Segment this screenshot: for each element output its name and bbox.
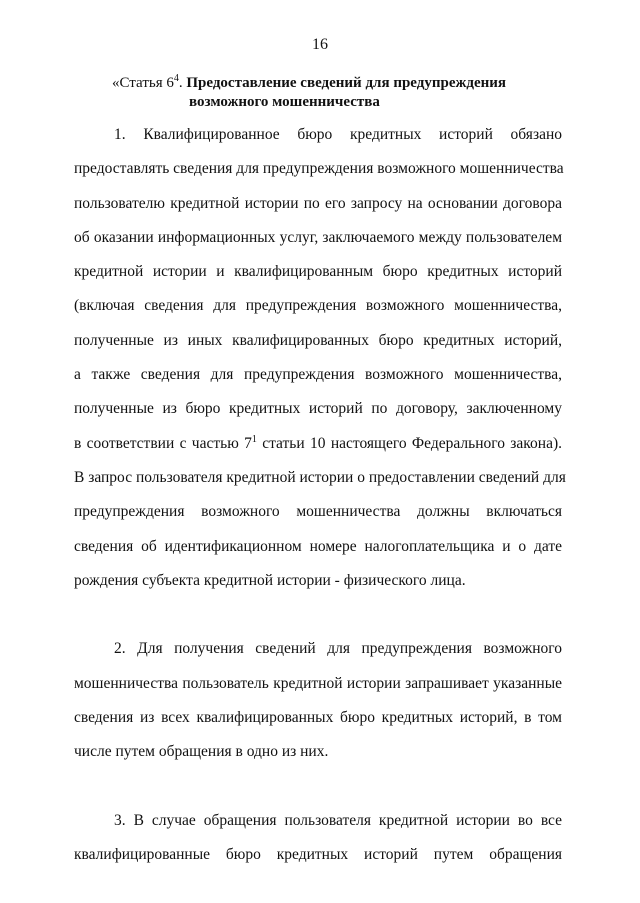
part-number-superscript: 1: [251, 433, 257, 445]
article-title-line-2: возможного мошенничества: [189, 94, 380, 110]
paragraph-line: В запрос пользователя кредитной истории о предоставлении сведений для: [74, 468, 566, 486]
article-number-superscript: 4: [173, 73, 179, 84]
paragraph-line: (включая сведения для предупреждения возможного мошенничества,: [74, 297, 562, 315]
paragraph-line: полученные из иных квалифицированных бюро кредитных историй,: [74, 331, 562, 349]
article-heading: [112, 74, 572, 112]
paragraph-line: об оказании информационных услуг, заключаемого между пользователем: [74, 228, 562, 246]
line-text: в соответствии с частью 7: [74, 434, 252, 452]
paragraph-line: кредитной истории и квалифицированным бюро кредитных историй: [74, 263, 562, 281]
paragraph-line: предупреждения возможного мошенничества должны включаться: [74, 503, 562, 521]
paragraph-line: числе путем обращения в одно из них.: [74, 743, 329, 761]
paragraph-line: мошенничества пользователь кредитной истории запрашивает указанные: [74, 674, 562, 692]
paragraph-line: рождения субъекта кредитной истории - физического лица.: [74, 571, 466, 589]
article-title-line-1: Предоставление сведений для предупреждения: [186, 75, 507, 91]
paragraph-line: сведения из всех квалифицированных бюро кредитных историй, в том: [74, 709, 562, 727]
paragraph-line: сведения об идентификационном номере налогоплательщика и о дате: [74, 537, 562, 555]
paragraph-line-with-superscript: [74, 427, 562, 461]
paragraph-1: [74, 118, 566, 598]
paragraph-3: [74, 804, 562, 873]
paragraph-line: пользователю кредитной истории по его запросу на основании договора: [74, 194, 562, 212]
paragraph-gap: [74, 598, 562, 632]
paragraph-line: квалифицированные бюро кредитных историй путем обращения: [74, 846, 562, 864]
paragraph-line: а также сведения для предупреждения возможного мошенничества,: [74, 366, 562, 384]
article-number: «Статья 6: [112, 75, 174, 91]
paragraph-line: 1. Квалифицированное бюро кредитных историй обязано: [114, 126, 562, 143]
page-number: 16: [312, 36, 328, 53]
paragraph-line: 2. Для получения сведений для предупреждения возможного: [114, 640, 562, 658]
paragraph-line: полученные из бюро кредитных историй по договору, заключенному: [74, 400, 562, 418]
paragraph-line: предоставлять сведения для предупреждения возможного мошенничества: [74, 160, 564, 178]
article-number-separator: .: [178, 75, 187, 91]
paragraph-2: [74, 632, 562, 769]
paragraph-line: 3. В случае обращения пользователя кредитной истории во все: [114, 811, 562, 829]
article-body: [74, 118, 566, 873]
line-text: статьи 10 настоящего Федерального закона).: [256, 434, 563, 452]
paragraph-gap: [74, 770, 562, 804]
